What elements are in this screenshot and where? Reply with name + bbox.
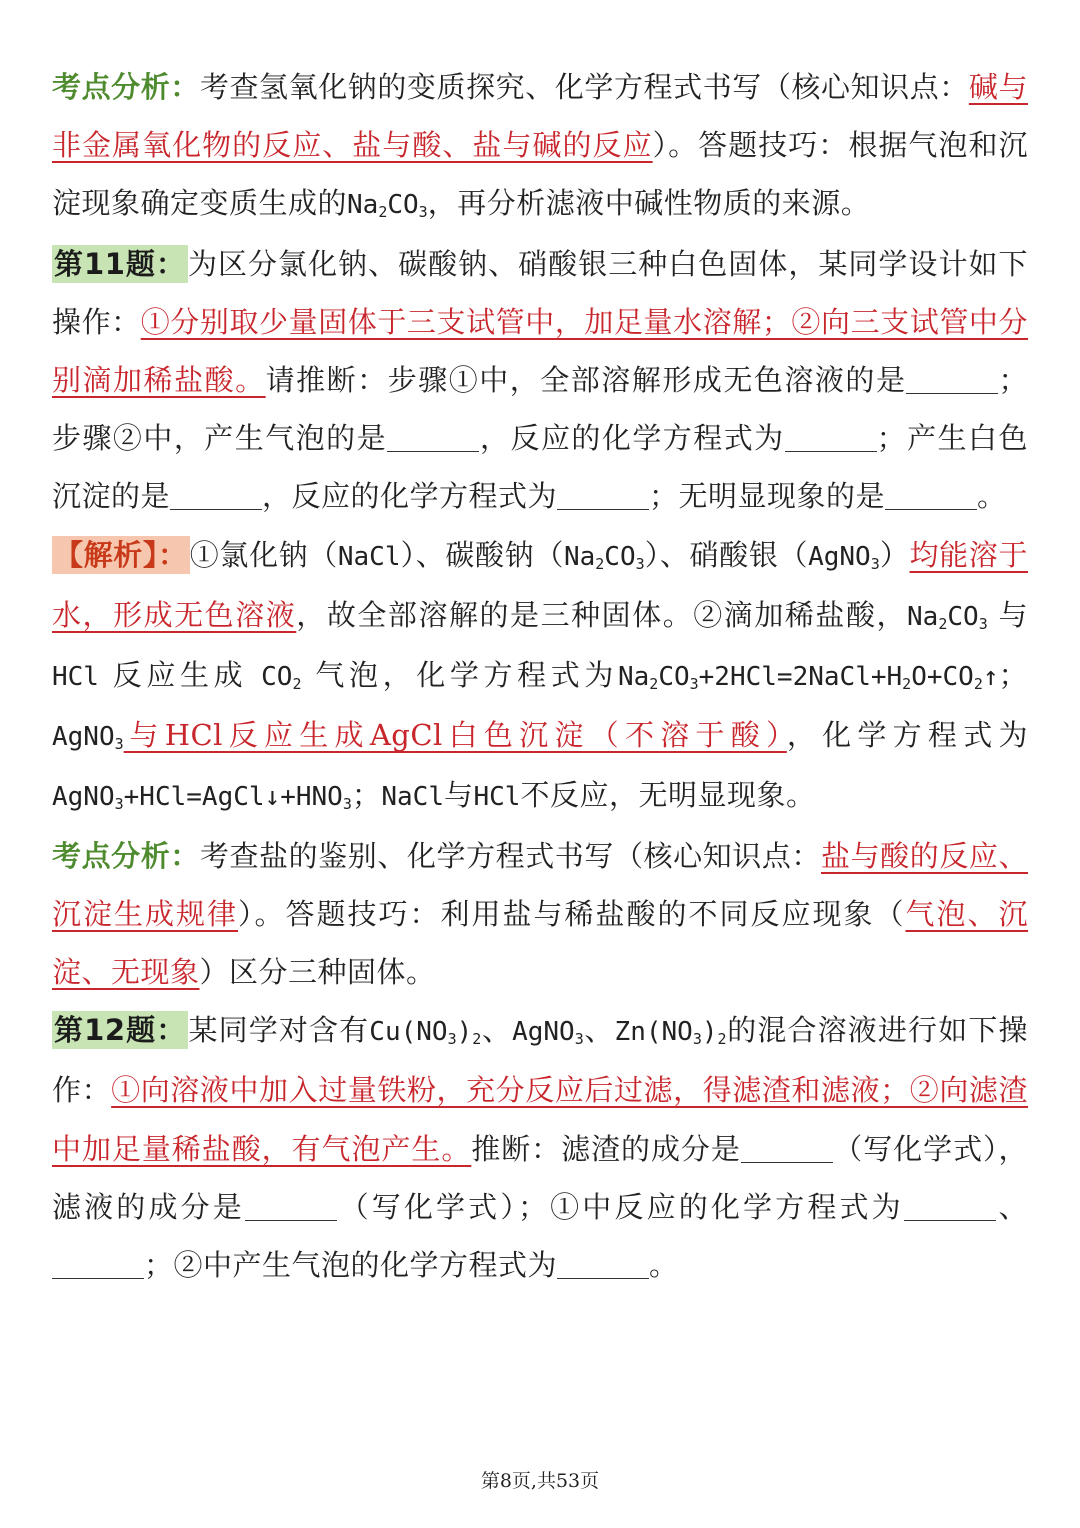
analysis-block-q11 [52, 827, 1028, 1002]
formula-part: CO [658, 662, 690, 693]
question-12 [52, 1001, 1028, 1294]
page-footer: 第8页,共53页 [480, 1470, 600, 1492]
text: ）。答题技巧：利用盐与稀盐酸的不同反应现象（ [238, 896, 906, 931]
text: ，反应的化学方程式为 [262, 479, 558, 514]
formula [369, 1017, 481, 1047]
text: （写化学式）；①中反应的化学方程式为 [336, 1189, 904, 1224]
formula [512, 1017, 584, 1047]
formula-part: Cu(NO [369, 1017, 448, 1048]
formula: NaCl [381, 782, 444, 813]
text: 考查氢氧化钠的变质探究、化学方程式书写（核心知识点： [199, 70, 969, 104]
highlight-text: 碱与非金属氧化物的反应、盐与酸、盐与碱的反应 [52, 70, 1028, 163]
text: ）区分三种固体。 [199, 955, 436, 990]
question-11 [52, 235, 1028, 526]
answer-blank [557, 1249, 649, 1279]
text: 的混合溶液进行如下操作： [52, 1013, 1028, 1108]
formula-part: CO [604, 541, 636, 572]
answer-blank [885, 480, 977, 510]
formula-part: ) [456, 1017, 473, 1048]
text: ；②中产生气泡的化学方程式为 [144, 1248, 558, 1283]
formula-part: AgNO [52, 782, 115, 813]
text: ）、碳酸钠（ [400, 537, 564, 572]
subscript: 2 [973, 675, 983, 694]
equation [618, 662, 999, 692]
subscript: 3 [635, 554, 645, 573]
text: ；步骤②中，产生气泡的是 [52, 363, 1028, 456]
formula [907, 602, 988, 632]
formula [615, 1017, 727, 1047]
formula: HCl [473, 782, 521, 813]
formula-part: Zn(NO [614, 1017, 693, 1048]
formula-part: Na [907, 601, 939, 632]
subscript: 3 [978, 614, 988, 633]
formula: NaCl [337, 541, 401, 572]
highlight-text: ①分别取少量固体于三支试管中，加足量水溶解；②向三支试管中分别滴加稀盐酸。 [52, 304, 1028, 398]
formula-part: Na [617, 662, 650, 693]
subscript: 2 [938, 614, 948, 633]
subscript: 3 [114, 735, 124, 754]
question-label: 第11题： [54, 246, 186, 281]
text: ，化学方程式为 [786, 718, 1028, 753]
formula-part: CO [387, 190, 419, 221]
formula-part: +2HCl=2NaCl+H [698, 662, 903, 693]
highlight-text: ①向溶液中加入过量铁粉，充分反应后过滤，得滤渣和滤液；②向滤渣中加足量稀盐酸，有气泡产生。 [52, 1073, 1028, 1166]
highlight-text: 气泡、沉淀、无现象 [52, 896, 1028, 990]
subscript: 2 [472, 1030, 482, 1049]
answer-blank [904, 1191, 996, 1221]
highlight-text: 与HCl反应生成AgCl白色沉淀（不溶于酸） [123, 718, 787, 753]
text: 。 [977, 479, 1007, 514]
equation [52, 782, 352, 812]
text: 、 [995, 1189, 1028, 1224]
subscript: 2 [378, 203, 388, 222]
formula [261, 662, 301, 692]
text: ； [351, 778, 382, 813]
formula-part: O+CO [911, 662, 974, 693]
answer-blank [170, 480, 262, 510]
text: ； [998, 658, 1029, 693]
answer-blank [387, 422, 479, 452]
subscript: 3 [870, 554, 880, 573]
subscript: 3 [692, 1030, 702, 1049]
analysis-label: 考点分析： [52, 70, 200, 104]
formula [564, 542, 645, 572]
text: ）。答题技巧：根据气泡和沉淀现象确定变质生成的 [52, 128, 1028, 221]
formula-part: CO [261, 662, 293, 693]
text: 不反应，无明显现象。 [520, 778, 816, 813]
formula [52, 722, 124, 752]
subscript: 3 [574, 1030, 584, 1049]
subscript: 3 [447, 1030, 457, 1049]
text: ） [879, 537, 910, 572]
formula-part: AgNO [52, 722, 115, 753]
text: ，反应的化学方程式为 [479, 421, 785, 456]
document-body [52, 58, 1028, 1294]
text: 、 [583, 1013, 615, 1048]
subscript: 3 [689, 675, 699, 694]
text: 推断：滤渣的成分是 [471, 1131, 741, 1166]
formula-part: CO [947, 601, 979, 632]
formula-part: Na [563, 541, 596, 572]
text: 反应生成 [98, 658, 262, 693]
text: 与 [443, 778, 474, 813]
subscript: 2 [292, 675, 302, 694]
text: ；无明显现象的是 [649, 479, 886, 514]
text: 为区分氯化钠、碳酸钠、硝酸银三种白色固体，某同学设计如下操作： [52, 246, 1028, 339]
text: ；产生白色沉淀的是 [52, 421, 1028, 514]
text: ，再分析滤液中碱性物质的来源。 [427, 186, 871, 221]
subscript: 3 [114, 795, 124, 814]
answer-blank [741, 1133, 833, 1163]
formula-part: +HCl=AgCl↓+HNO [123, 782, 343, 813]
text: 某同学对含有 [188, 1013, 370, 1048]
formula [808, 542, 880, 572]
analysis-block-q10 [52, 58, 1028, 235]
text: 请推断：步骤①中，全部溶解形成无色溶液的是 [265, 363, 907, 398]
formula: HCl [52, 662, 99, 693]
question-label: 第12题： [54, 1013, 187, 1048]
text: 气泡，化学方程式为 [301, 658, 618, 693]
answer-blank [906, 364, 998, 394]
formula-part: Na [347, 190, 379, 221]
answer-blank [52, 1249, 144, 1279]
text: （写化学式），滤液的成分是 [52, 1131, 1028, 1224]
text: 与 [987, 597, 1028, 632]
answer-blank [785, 422, 877, 452]
answer-blank [245, 1191, 337, 1221]
formula-part: AgNO [512, 1017, 575, 1048]
answer-blank [557, 480, 649, 510]
solution-11 [52, 526, 1028, 827]
subscript: 2 [902, 675, 912, 694]
text: 。 [649, 1248, 679, 1283]
subscript: 2 [717, 1030, 727, 1049]
formula-part: AgNO [808, 541, 871, 572]
text: 考查盐的鉴别、化学方程式书写（核心知识点： [199, 838, 822, 873]
text: ①氯化钠（ [189, 537, 338, 572]
solution-label: 【解析】： [54, 537, 188, 572]
subscript: 3 [418, 203, 428, 222]
formula-part: ) [701, 1017, 718, 1048]
text: ，故全部溶解的是三种固体。②滴加稀盐酸， [296, 597, 908, 632]
subscript: 2 [595, 554, 605, 573]
highlight-text: 盐与酸的反应、沉淀生成规律 [52, 838, 1028, 931]
analysis-label: 考点分析： [52, 838, 200, 873]
text: 、 [481, 1013, 513, 1048]
formula [347, 190, 428, 220]
gas-arrow: ↑ [982, 662, 999, 693]
subscript: 2 [649, 675, 659, 694]
text: ）、硝酸银（ [644, 537, 809, 572]
highlight-text: 均能溶于水，形成无色溶液 [52, 537, 1028, 632]
subscript: 3 [342, 795, 352, 814]
